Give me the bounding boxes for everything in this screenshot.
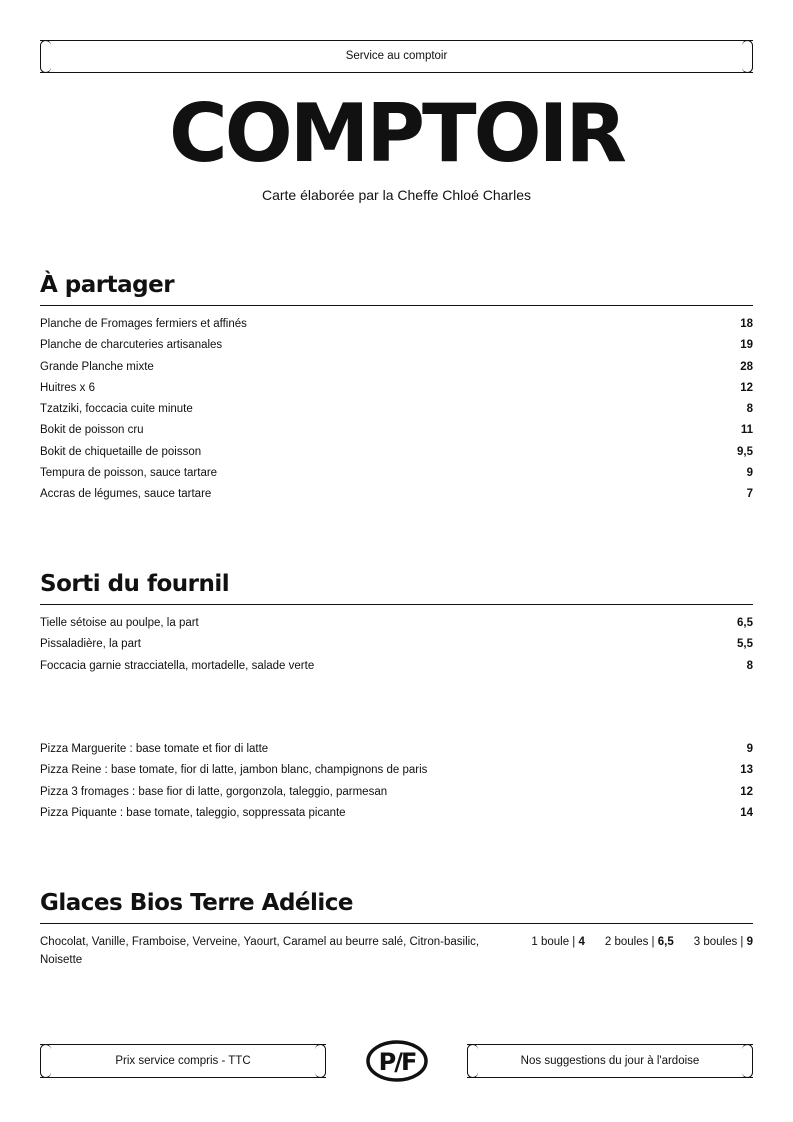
- item-price: 28: [740, 360, 753, 373]
- glace-option: [694, 934, 753, 969]
- footer-suggestions: [467, 1044, 753, 1078]
- item-price: 8: [746, 659, 753, 672]
- glace-row: [40, 924, 753, 969]
- item-name: Grande Planche mixte: [40, 360, 154, 373]
- menu-item: [40, 805, 753, 826]
- glace-option-price: 4: [578, 936, 585, 948]
- item-price: 7: [746, 488, 753, 501]
- item-price: 11: [740, 424, 753, 437]
- service-banner: [40, 40, 753, 73]
- item-name: Tzatziki, foccacia cuite minute: [40, 403, 193, 416]
- menu-item: [40, 636, 753, 657]
- item-name: Accras de légumes, sauce tartare: [40, 488, 212, 501]
- item-name: Planche de charcuteries artisanales: [40, 339, 223, 352]
- item-name: Bokit de chiquetaille de poisson: [40, 445, 202, 458]
- item-name: Huitres x 6: [40, 381, 95, 394]
- item-name: Foccacia garnie stracciatella, mortadelle, salade verte: [40, 659, 315, 672]
- item-price: 12: [740, 785, 753, 798]
- menu-item: [40, 486, 753, 507]
- glace-option-label: 1 boule |: [531, 936, 579, 948]
- page-title: COMPTOIR: [169, 87, 624, 180]
- glace-option-price: 9: [746, 936, 753, 948]
- menu-list: [40, 306, 753, 508]
- menu-list: [40, 605, 753, 679]
- item-price: 6,5: [737, 617, 753, 629]
- item-name: Pizza 3 fromages : base fior di latte, gorgonzola, taleggio, parmesan: [40, 785, 388, 798]
- glace-flavors: Chocolat, Vanille, Framboise, Verveine, Yaourt, Caramel au beurre salé, Citron-basilic, Noisette: [40, 936, 480, 966]
- footer-price-note-text: Prix service compris - TTC: [115, 1055, 251, 1067]
- item-price: 9: [746, 743, 753, 755]
- menu-item: [40, 337, 753, 358]
- menu-item: [40, 762, 753, 783]
- menu-item: [40, 316, 753, 337]
- item-name: Planche de Fromages fermiers et affinés: [40, 318, 247, 330]
- glace-option: [605, 934, 674, 969]
- menu-item: [40, 380, 753, 401]
- item-name: Pizza Piquante : base tomate, taleggio, soppressata picante: [40, 806, 346, 819]
- section-title: À partager: [40, 270, 753, 306]
- glace-option-label: 3 boules |: [693, 936, 747, 948]
- item-price: 5,5: [737, 638, 753, 651]
- menu-item: [40, 422, 753, 443]
- footer-suggestions-text: Nos suggestions du jour à l'ardoise: [520, 1055, 700, 1067]
- logo-text: P/F: [378, 1048, 416, 1076]
- menu-item: [40, 784, 753, 805]
- section-sorti-du-fournil: [40, 569, 753, 679]
- item-name: Tempura de poisson, sauce tartare: [40, 467, 218, 480]
- glace-option: [531, 934, 585, 969]
- section-a-partager: [40, 270, 753, 508]
- service-banner-text: Service au comptoir: [345, 50, 448, 62]
- item-price: 9: [746, 467, 753, 480]
- pf-logo: [366, 1040, 428, 1082]
- item-price: 8: [746, 403, 753, 416]
- item-price: 13: [740, 764, 753, 777]
- menu-list: [40, 741, 753, 826]
- footer-price-note: [40, 1044, 326, 1078]
- item-name: Bokit de poisson cru: [40, 424, 144, 437]
- menu-item: [40, 401, 753, 422]
- menu-item: [40, 658, 753, 679]
- menu-item: [40, 615, 753, 636]
- section-glaces: [40, 888, 753, 969]
- page-subtitle: Carte élaborée par la Cheffe Chloé Charles: [261, 187, 531, 203]
- section-title: Glaces Bios Terre Adélice: [40, 888, 753, 924]
- menu-item: [40, 444, 753, 465]
- item-price: 14: [740, 806, 753, 819]
- menu-item: [40, 465, 753, 486]
- item-price: 12: [740, 381, 753, 394]
- pizza-list: [40, 741, 753, 826]
- glace-option-price: 6,5: [657, 936, 674, 948]
- item-name: Tielle sétoise au poulpe, la part: [40, 617, 199, 629]
- menu-item: [40, 741, 753, 762]
- menu-item: [40, 359, 753, 380]
- glace-prices: [531, 934, 753, 969]
- item-name: Pizza Marguerite : base tomate et fior di latte: [40, 743, 269, 755]
- item-price: 19: [740, 339, 753, 352]
- item-name: Pissaladière, la part: [40, 638, 141, 651]
- item-price: 18: [740, 318, 753, 330]
- item-price: 9,5: [737, 445, 753, 458]
- glace-option-label: 2 boules |: [604, 936, 658, 948]
- section-title: Sorti du fournil: [40, 569, 753, 605]
- item-name: Pizza Reine : base tomate, fior di latte, jambon blanc, champignons de paris: [40, 764, 428, 777]
